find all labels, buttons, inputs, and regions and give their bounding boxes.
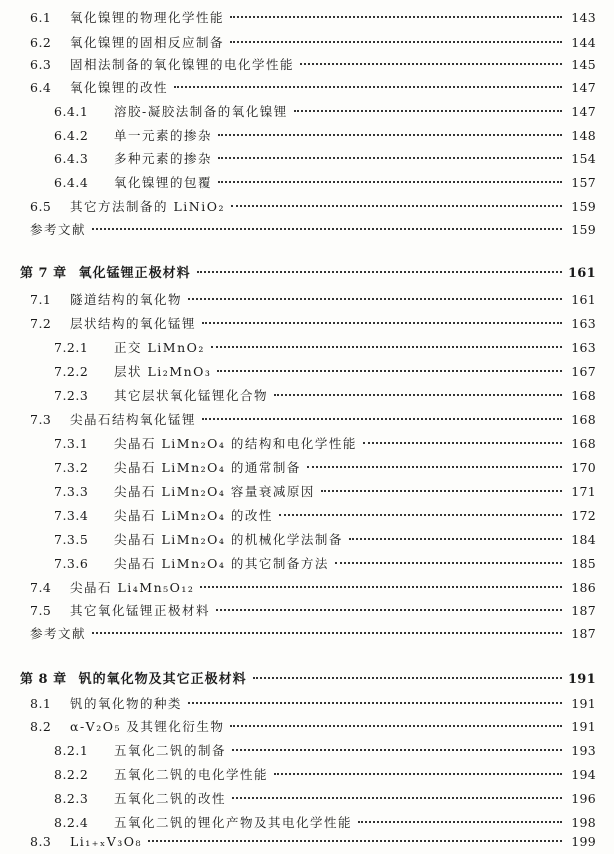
toc-entry-6-3[interactable] bbox=[30, 57, 596, 73]
dot-leader bbox=[321, 490, 562, 492]
entry-title: 五氧化二钒的锂化产物及其电化学性能 bbox=[114, 815, 353, 830]
entry-page: 145 bbox=[571, 57, 596, 72]
entry-title: 其它层状氧化锰锂化合物 bbox=[114, 388, 269, 403]
entry-page: 163 bbox=[571, 340, 596, 355]
dot-leader bbox=[188, 702, 562, 704]
dot-leader bbox=[358, 821, 562, 823]
toc-entry-7-3-2[interactable] bbox=[54, 460, 596, 476]
entry-title: 钒的氧化物的种类 bbox=[70, 696, 183, 711]
dot-leader bbox=[202, 322, 562, 324]
entry-title: 参考文献 bbox=[30, 222, 87, 237]
entry-number: 7.3.1 bbox=[54, 436, 89, 451]
entry-number: 7.3.5 bbox=[54, 532, 89, 547]
entry-page: 187 bbox=[571, 626, 596, 641]
toc-entry-7-2[interactable] bbox=[30, 316, 596, 332]
entry-page: 148 bbox=[571, 128, 596, 143]
entry-number: 7.2.2 bbox=[54, 364, 89, 379]
entry-title: Li₁₊ₓV₃O₈ bbox=[70, 834, 143, 849]
entry-page: 199 bbox=[571, 834, 596, 849]
entry-title: 其它氧化锰锂正极材料 bbox=[70, 603, 211, 618]
toc-entry-7-2-2[interactable] bbox=[54, 364, 596, 380]
entry-number: 6.5 bbox=[30, 199, 52, 214]
entry-page: 157 bbox=[571, 175, 596, 190]
toc-entry-8-2-1[interactable] bbox=[54, 743, 596, 759]
entry-title: 固相法制备的氧化镍锂的电化学性能 bbox=[70, 57, 295, 72]
entry-page: 171 bbox=[571, 484, 596, 499]
toc-entry-7-3-4[interactable] bbox=[54, 508, 596, 524]
dot-leader bbox=[335, 562, 562, 564]
entry-number: 6.4.4 bbox=[54, 175, 89, 190]
dot-leader bbox=[218, 157, 562, 159]
entry-page: 196 bbox=[571, 791, 596, 806]
entry-title: 隧道结构的氧化物 bbox=[70, 292, 183, 307]
entry-page: 191 bbox=[567, 672, 596, 687]
dot-leader bbox=[218, 134, 562, 136]
dot-leader bbox=[200, 586, 562, 588]
entry-title: 尖晶石 LiMn₂O₄ 的机械化学法制备 bbox=[114, 532, 343, 547]
entry-title: 层状 Li₂MnO₃ bbox=[114, 364, 212, 379]
entry-number: 7.1 bbox=[30, 292, 52, 307]
toc-entry-8-2[interactable] bbox=[30, 719, 596, 735]
entry-page: 186 bbox=[571, 580, 596, 595]
entry-title: 尖晶石 LiMn₂O₄ 的改性 bbox=[114, 508, 273, 523]
toc-entry-7-5[interactable] bbox=[30, 603, 596, 619]
toc-entry-8-1[interactable] bbox=[30, 696, 596, 712]
entry-page: 184 bbox=[571, 532, 596, 547]
dot-leader bbox=[274, 394, 562, 396]
entry-number: 7.3 bbox=[30, 412, 52, 427]
dot-leader bbox=[349, 538, 562, 540]
entry-title: 氧化镍锂的包覆 bbox=[114, 175, 213, 190]
entry-number: 7.2 bbox=[30, 316, 52, 331]
entry-number: 7.3.6 bbox=[54, 556, 89, 571]
entry-page: 168 bbox=[571, 412, 596, 427]
entry-number: 7.3.2 bbox=[54, 460, 89, 475]
entry-number: 6.4 bbox=[30, 80, 52, 95]
entry-page: 163 bbox=[571, 316, 596, 331]
entry-page: 168 bbox=[571, 388, 596, 403]
entry-title: 其它方法制备的 LiNiO₂ bbox=[70, 199, 225, 214]
dot-leader bbox=[92, 632, 562, 634]
toc-entry-7-4[interactable] bbox=[30, 580, 596, 596]
toc-entry-8-2-2[interactable] bbox=[54, 767, 596, 783]
dot-leader bbox=[216, 609, 562, 611]
dot-leader bbox=[92, 228, 562, 230]
entry-page: 147 bbox=[571, 80, 596, 95]
entry-title: 尖晶石 LiMn₂O₄ 的结构和电化学性能 bbox=[114, 436, 357, 451]
entry-title: 层状结构的氧化锰锂 bbox=[70, 316, 197, 331]
entry-page: 191 bbox=[571, 696, 596, 711]
entry-number: 7.4 bbox=[30, 580, 52, 595]
entry-title: 尖晶石 LiMn₂O₄ 的通常制备 bbox=[114, 460, 301, 475]
toc-entry-6-5[interactable] bbox=[30, 199, 596, 215]
entry-title: 尖晶石 Li₄Mn₅O₁₂ bbox=[70, 580, 195, 595]
chapter-number: 第 7 章 bbox=[20, 266, 67, 281]
entry-page: 168 bbox=[571, 436, 596, 451]
entry-title: 氧化镍锂的物理化学性能 bbox=[70, 10, 225, 25]
entry-title: 正交 LiMnO₂ bbox=[114, 340, 205, 355]
entry-title: 参考文献 bbox=[30, 626, 87, 641]
toc-entry-7-2-3[interactable] bbox=[54, 388, 596, 404]
toc-entry-8-2-4[interactable] bbox=[54, 815, 596, 831]
dot-leader bbox=[211, 346, 562, 348]
entry-page: 144 bbox=[571, 35, 596, 50]
toc-entry-6-4-2[interactable] bbox=[54, 128, 596, 144]
toc-entry-references-7[interactable] bbox=[30, 626, 596, 642]
toc-chapter-8[interactable] bbox=[20, 672, 596, 688]
entry-title: α-V₂O₅ 及其锂化衍生物 bbox=[70, 719, 225, 734]
entry-title: 五氧化二钒的电化学性能 bbox=[114, 767, 269, 782]
dot-leader bbox=[230, 16, 562, 18]
entry-title: 溶胶-凝胶法制备的氧化镍锂 bbox=[114, 104, 288, 119]
dot-leader bbox=[274, 773, 562, 775]
entry-number: 6.4.1 bbox=[54, 104, 89, 119]
toc-entry-7-3-6[interactable] bbox=[54, 556, 596, 572]
entry-page: 167 bbox=[571, 364, 596, 379]
entry-number: 7.5 bbox=[30, 603, 52, 618]
entry-number: 7.3.4 bbox=[54, 508, 89, 523]
entry-number: 8.2.4 bbox=[54, 815, 89, 830]
dot-leader bbox=[217, 370, 562, 372]
entry-page: 198 bbox=[571, 815, 596, 830]
entry-page: 194 bbox=[571, 767, 596, 782]
entry-number: 8.2.3 bbox=[54, 791, 89, 806]
toc-entry-7-1[interactable] bbox=[30, 292, 596, 308]
entry-page: 172 bbox=[571, 508, 596, 523]
dot-leader bbox=[218, 181, 562, 183]
entry-title: 尖晶石 LiMn₂O₄ 的其它制备方法 bbox=[114, 556, 329, 571]
entry-number: 7.2.1 bbox=[54, 340, 89, 355]
dot-leader bbox=[174, 86, 562, 88]
entry-title: 五氧化二钒的制备 bbox=[114, 743, 227, 758]
entry-number: 8.2.1 bbox=[54, 743, 89, 758]
entry-number: 6.3 bbox=[30, 57, 52, 72]
entry-page: 143 bbox=[571, 10, 596, 25]
toc-entry-7-3-1[interactable] bbox=[54, 436, 596, 452]
dot-leader bbox=[300, 63, 562, 65]
dot-leader bbox=[232, 797, 562, 799]
entry-number: 7.2.3 bbox=[54, 388, 89, 403]
entry-number: 8.2.2 bbox=[54, 767, 89, 782]
toc-entry-6-1[interactable] bbox=[30, 10, 596, 26]
entry-page: 170 bbox=[571, 460, 596, 475]
toc-chapter-7[interactable] bbox=[20, 266, 596, 282]
toc-entry-6-4-4[interactable] bbox=[54, 175, 596, 191]
entry-page: 161 bbox=[571, 292, 596, 307]
chapter-number: 第 8 章 bbox=[20, 672, 67, 687]
chapter-title: 氧化锰锂正极材料 bbox=[78, 266, 191, 281]
entry-page: 161 bbox=[567, 266, 596, 281]
entry-page: 147 bbox=[571, 104, 596, 119]
entry-page: 159 bbox=[571, 222, 596, 237]
dot-leader bbox=[230, 725, 562, 727]
dot-leader bbox=[253, 677, 562, 679]
entry-title: 氧化镍锂的固相反应制备 bbox=[70, 35, 225, 50]
dot-leader bbox=[202, 418, 562, 420]
entry-number: 8.3 bbox=[30, 834, 52, 849]
toc-entry-7-3-3[interactable] bbox=[54, 484, 596, 500]
entry-number: 8.1 bbox=[30, 696, 52, 711]
toc-entry-6-4-1[interactable] bbox=[54, 104, 596, 120]
dot-leader bbox=[294, 110, 562, 112]
dot-leader bbox=[307, 466, 562, 468]
entry-number: 8.2 bbox=[30, 719, 52, 734]
entry-page: 193 bbox=[571, 743, 596, 758]
toc-entry-6-4-3[interactable] bbox=[54, 151, 596, 167]
dot-leader bbox=[279, 514, 562, 516]
toc-entry-references-6[interactable] bbox=[30, 222, 596, 238]
entry-title: 单一元素的掺杂 bbox=[114, 128, 213, 143]
dot-leader bbox=[197, 271, 562, 273]
entry-number: 6.4.3 bbox=[54, 151, 89, 166]
toc-entry-7-3[interactable] bbox=[30, 412, 596, 428]
entry-page: 185 bbox=[571, 556, 596, 571]
entry-page: 187 bbox=[571, 603, 596, 618]
entry-title: 尖晶石结构氧化锰锂 bbox=[70, 412, 197, 427]
entry-title: 尖晶石 LiMn₂O₄ 容量衰减原因 bbox=[114, 484, 315, 499]
entry-title: 氧化镍锂的改性 bbox=[70, 80, 169, 95]
chapter-title: 钒的氧化物及其它正极材料 bbox=[78, 672, 247, 687]
toc-entry-6-2[interactable] bbox=[30, 35, 596, 51]
entry-number: 6.2 bbox=[30, 35, 52, 50]
dot-leader bbox=[232, 749, 562, 751]
toc-entry-6-4[interactable] bbox=[30, 80, 596, 96]
entry-title: 五氧化二钒的改性 bbox=[114, 791, 227, 806]
entry-title: 多种元素的掺杂 bbox=[114, 151, 213, 166]
entry-page: 191 bbox=[571, 719, 596, 734]
entry-number: 6.1 bbox=[30, 10, 52, 25]
toc-entry-8-2-3[interactable] bbox=[54, 791, 596, 807]
dot-leader bbox=[231, 205, 562, 207]
entry-page: 159 bbox=[571, 199, 596, 214]
entry-number: 6.4.2 bbox=[54, 128, 89, 143]
dot-leader bbox=[363, 442, 562, 444]
entry-number: 7.3.3 bbox=[54, 484, 89, 499]
toc-entry-7-3-5[interactable] bbox=[54, 532, 596, 548]
entry-page: 154 bbox=[571, 151, 596, 166]
dot-leader bbox=[188, 298, 562, 300]
dot-leader bbox=[230, 41, 562, 43]
dot-leader bbox=[148, 840, 562, 842]
toc-entry-8-3[interactable] bbox=[30, 834, 596, 850]
toc-entry-7-2-1[interactable] bbox=[54, 340, 596, 356]
